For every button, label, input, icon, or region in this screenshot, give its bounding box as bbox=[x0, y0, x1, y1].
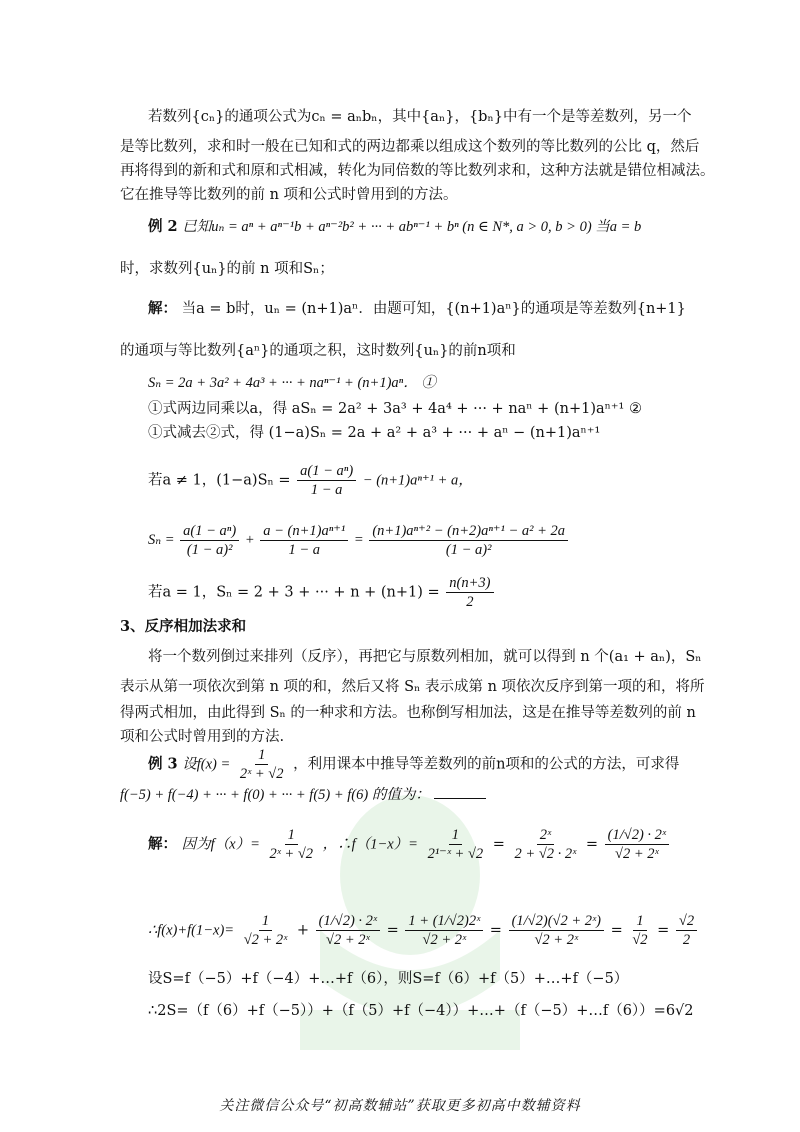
section-3-line-2: 表示从第一项依次到第 n 项的和，然后又将 Sₙ 表示成第 n 项依次反序到第一项的和，将所 bbox=[120, 679, 705, 695]
example-3-label: 例 3 bbox=[148, 755, 178, 773]
s1-f4-numerator: (1/√2) · 2ˣ bbox=[605, 826, 669, 845]
example-3-solution-3: 设S=f（−5）+f（−4）+…+f（6），则S=f（6）+f（5）+…+f（−5） bbox=[148, 971, 629, 987]
s2-c-numerator: 1 + (1/√2)2ˣ bbox=[405, 912, 483, 931]
example-2-solution-2: 的通项与等比数列{aⁿ}的通项之积，这时数列{uₙ}的前n项和 bbox=[120, 343, 516, 359]
s1-f1-numerator: 1 bbox=[285, 826, 298, 845]
example-3-solution-2 bbox=[148, 912, 699, 949]
sn-fraction-3 bbox=[369, 522, 568, 559]
s2-b-numerator: (1/√2) · 2ˣ bbox=[316, 912, 380, 931]
s2-fraction-e bbox=[629, 912, 650, 949]
case-2-numerator: n(n+3) bbox=[446, 574, 493, 593]
example-2-label: 例 2 bbox=[148, 218, 178, 235]
intro-line-4: 它在推导等比数列的前 n 项和公式时曾用到的方法。 bbox=[120, 187, 458, 203]
s2-eq-2: = bbox=[489, 922, 502, 939]
s2-a-denominator: √2 + 2ˣ bbox=[243, 932, 288, 948]
sn-f3-denominator: (1 − a)² bbox=[445, 542, 492, 558]
footer-note: 关注微信公众号“初高数辅站”获取更多初高中数辅资料 bbox=[219, 1098, 581, 1114]
sn-fraction-2 bbox=[260, 522, 348, 559]
s2-e-numerator: 1 bbox=[633, 912, 646, 931]
intro-line-3: 再将得到的新和式和原和式相减，转化为同倍数的等比数列求和，这种方法就是错位相减法。 bbox=[120, 163, 715, 179]
example-3-line-2 bbox=[120, 784, 486, 806]
section-3-line-1: 将一个数列倒过来排列（反序），再把它与原数列相加，就可以得到 n 个(a₁ + aₙ)，Sₙ bbox=[148, 649, 702, 665]
sn-f1-numerator: a(1 − aⁿ) bbox=[180, 522, 239, 541]
s2-a-numerator: 1 bbox=[259, 912, 272, 931]
example-3-denominator: 2ˣ + √2 bbox=[239, 766, 284, 782]
s1-f1-denominator: 2ˣ + √2 bbox=[269, 846, 314, 862]
equal-sign: = bbox=[353, 531, 364, 548]
s2-fraction-a bbox=[241, 912, 291, 949]
case-a-eq-1 bbox=[148, 574, 496, 611]
case-2-prefix: 若a = 1，Sₙ = 2 + 3 + ··· + n + (n+1) = bbox=[148, 584, 440, 601]
case-2-fraction bbox=[446, 574, 493, 611]
case-1-fraction bbox=[297, 462, 356, 499]
sn-f2-numerator: a − (n+1)aⁿ⁺¹ bbox=[260, 522, 348, 541]
solution-label: 解： bbox=[148, 300, 177, 317]
section-3-line-3: 得两式相加，由此得到 Sₙ 的一种求和方法。也称倒写相加法，这是在推导等差数列的前 n bbox=[120, 705, 696, 721]
s2-d-numerator: (1/√2)(√2 + 2ˣ) bbox=[509, 912, 604, 931]
s2-prefix: ∴f(x)+f(1−x)= bbox=[148, 922, 235, 939]
sn-fraction-1 bbox=[180, 522, 239, 559]
example-3-numerator: 1 bbox=[255, 746, 268, 765]
s2-fraction-d bbox=[509, 912, 604, 949]
s2-f-numerator: √2 bbox=[676, 912, 697, 931]
example-3-statement bbox=[148, 746, 679, 783]
intro-line-1: 若数列{cₙ}的通项公式为cₙ = aₙbₙ，其中{aₙ}，{bₙ}中有一个是等差数列，另一个 bbox=[148, 109, 692, 125]
intro-line-2: 是等比数列，求和时一般在已知和式的两边都乘以组成这个数列的等比数列的公比 q，然后 bbox=[120, 139, 700, 155]
s1-f4-denominator: √2 + 2ˣ bbox=[615, 846, 659, 862]
s1-fraction-2 bbox=[425, 826, 487, 863]
solution-text-1: 当a = b时，uₙ = (n+1)aⁿ．由题可知，{(n+1)aⁿ}的通项是等差数列{n+1} bbox=[181, 301, 686, 317]
solution-label-3: 解： bbox=[148, 835, 177, 853]
equation-3: ①式减去②式，得 (1−a)Sₙ = 2a + a² + a³ + ··· + aⁿ − (n+1)aⁿ⁺¹ bbox=[148, 425, 601, 441]
sn-f2-denominator: 1 − a bbox=[288, 542, 321, 558]
s2-f-denominator: 2 bbox=[682, 932, 691, 948]
s1-fraction-3 bbox=[512, 826, 580, 863]
s1-mid: ，∴f（1−x）= bbox=[322, 836, 418, 853]
case-1-suffix: − (n+1)aⁿ⁺¹ + a， bbox=[362, 472, 473, 489]
sn-formula bbox=[148, 522, 570, 559]
equation-1: Sₙ = 2a + 3a² + 4a³ + ··· + naⁿ⁻¹ + (n+1)aⁿ． ① bbox=[148, 375, 436, 391]
section-3-heading: 3、反序相加法求和 bbox=[120, 618, 247, 635]
answer-blank bbox=[434, 784, 486, 799]
s1-eq-1: = bbox=[492, 836, 505, 853]
s2-eq-3: = bbox=[610, 922, 623, 939]
example-3-fraction bbox=[237, 746, 287, 783]
s1-f3-denominator: 2 + √2 · 2ˣ bbox=[514, 846, 577, 862]
s1-prefix: 因为f（x）= bbox=[181, 836, 260, 853]
s2-d-denominator: √2 + 2ˣ bbox=[534, 932, 579, 948]
s2-eq-1: = bbox=[386, 922, 399, 939]
s2-c-denominator: √2 + 2ˣ bbox=[422, 932, 467, 948]
s1-eq-2: = bbox=[585, 836, 599, 853]
sn-f3-numerator: (n+1)aⁿ⁺² − (n+2)aⁿ⁺¹ − a² + 2a bbox=[369, 522, 568, 541]
case-2-denominator: 2 bbox=[466, 594, 474, 610]
example-2-statement-2: 时，求数列{uₙ}的前 n 项和Sₙ； bbox=[120, 261, 334, 277]
s1-f3-numerator: 2ˣ bbox=[537, 826, 554, 845]
example-2-formula: 已知uₙ = aⁿ + aⁿ⁻¹b + aⁿ⁻²b² + ··· + abⁿ⁻¹ + bⁿ (n ∈ N*, a > 0, b > 0) 当a = b bbox=[182, 219, 642, 235]
s1-fraction-4 bbox=[605, 826, 669, 863]
case-1-numerator: a(1 − aⁿ) bbox=[297, 462, 356, 481]
section-3-line-4: 项和公式时曾用到的方法. bbox=[120, 729, 285, 745]
example-3-solution-4: ∴2S=（f（6）+f（−5））+（f（5）+f（−4））+…+（f（−5）+…f（6））=6√2 bbox=[148, 1003, 694, 1019]
s2-fraction-c bbox=[405, 912, 483, 949]
example-3-prefix: 设f(x) = bbox=[182, 756, 231, 773]
plus-sign: + bbox=[244, 531, 255, 548]
sn-prefix: Sₙ = bbox=[148, 531, 175, 548]
s2-e-denominator: √2 bbox=[632, 932, 648, 948]
case-1-prefix: 若a ≠ 1，(1−a)Sₙ = bbox=[148, 472, 291, 489]
s2-fraction-f bbox=[676, 912, 697, 949]
example-3-sum: f(−5) + f(−4) + ··· + f(0) + ··· + f(5) + f(6) 的值为： bbox=[120, 787, 430, 803]
example-2-solution-1 bbox=[148, 298, 686, 320]
s2-b-denominator: √2 + 2ˣ bbox=[326, 932, 370, 948]
example-3-solution-1 bbox=[148, 826, 671, 863]
s2-eq-4: = bbox=[657, 922, 670, 939]
equation-2: ①式两边同乘以a，得 aSₙ = 2a² + 3a³ + 4a⁴ + ··· + naⁿ + (n+1)aⁿ⁺¹ ② bbox=[148, 401, 642, 417]
example-3-suffix: ，利用课本中推导等差数列的前n项和的公式的方法，可求得 bbox=[293, 756, 680, 773]
sn-f1-denominator: (1 − a)² bbox=[186, 542, 233, 558]
s2-fraction-b bbox=[316, 912, 380, 949]
s2-plus: + bbox=[296, 922, 310, 939]
s1-f2-denominator: 2¹⁻ˣ + √2 bbox=[427, 846, 484, 862]
case-a-not-1 bbox=[148, 462, 473, 499]
s1-f2-numerator: 1 bbox=[449, 826, 462, 845]
example-2-statement bbox=[148, 216, 641, 238]
s1-fraction-1 bbox=[266, 826, 316, 863]
case-1-denominator: 1 − a bbox=[310, 482, 343, 498]
